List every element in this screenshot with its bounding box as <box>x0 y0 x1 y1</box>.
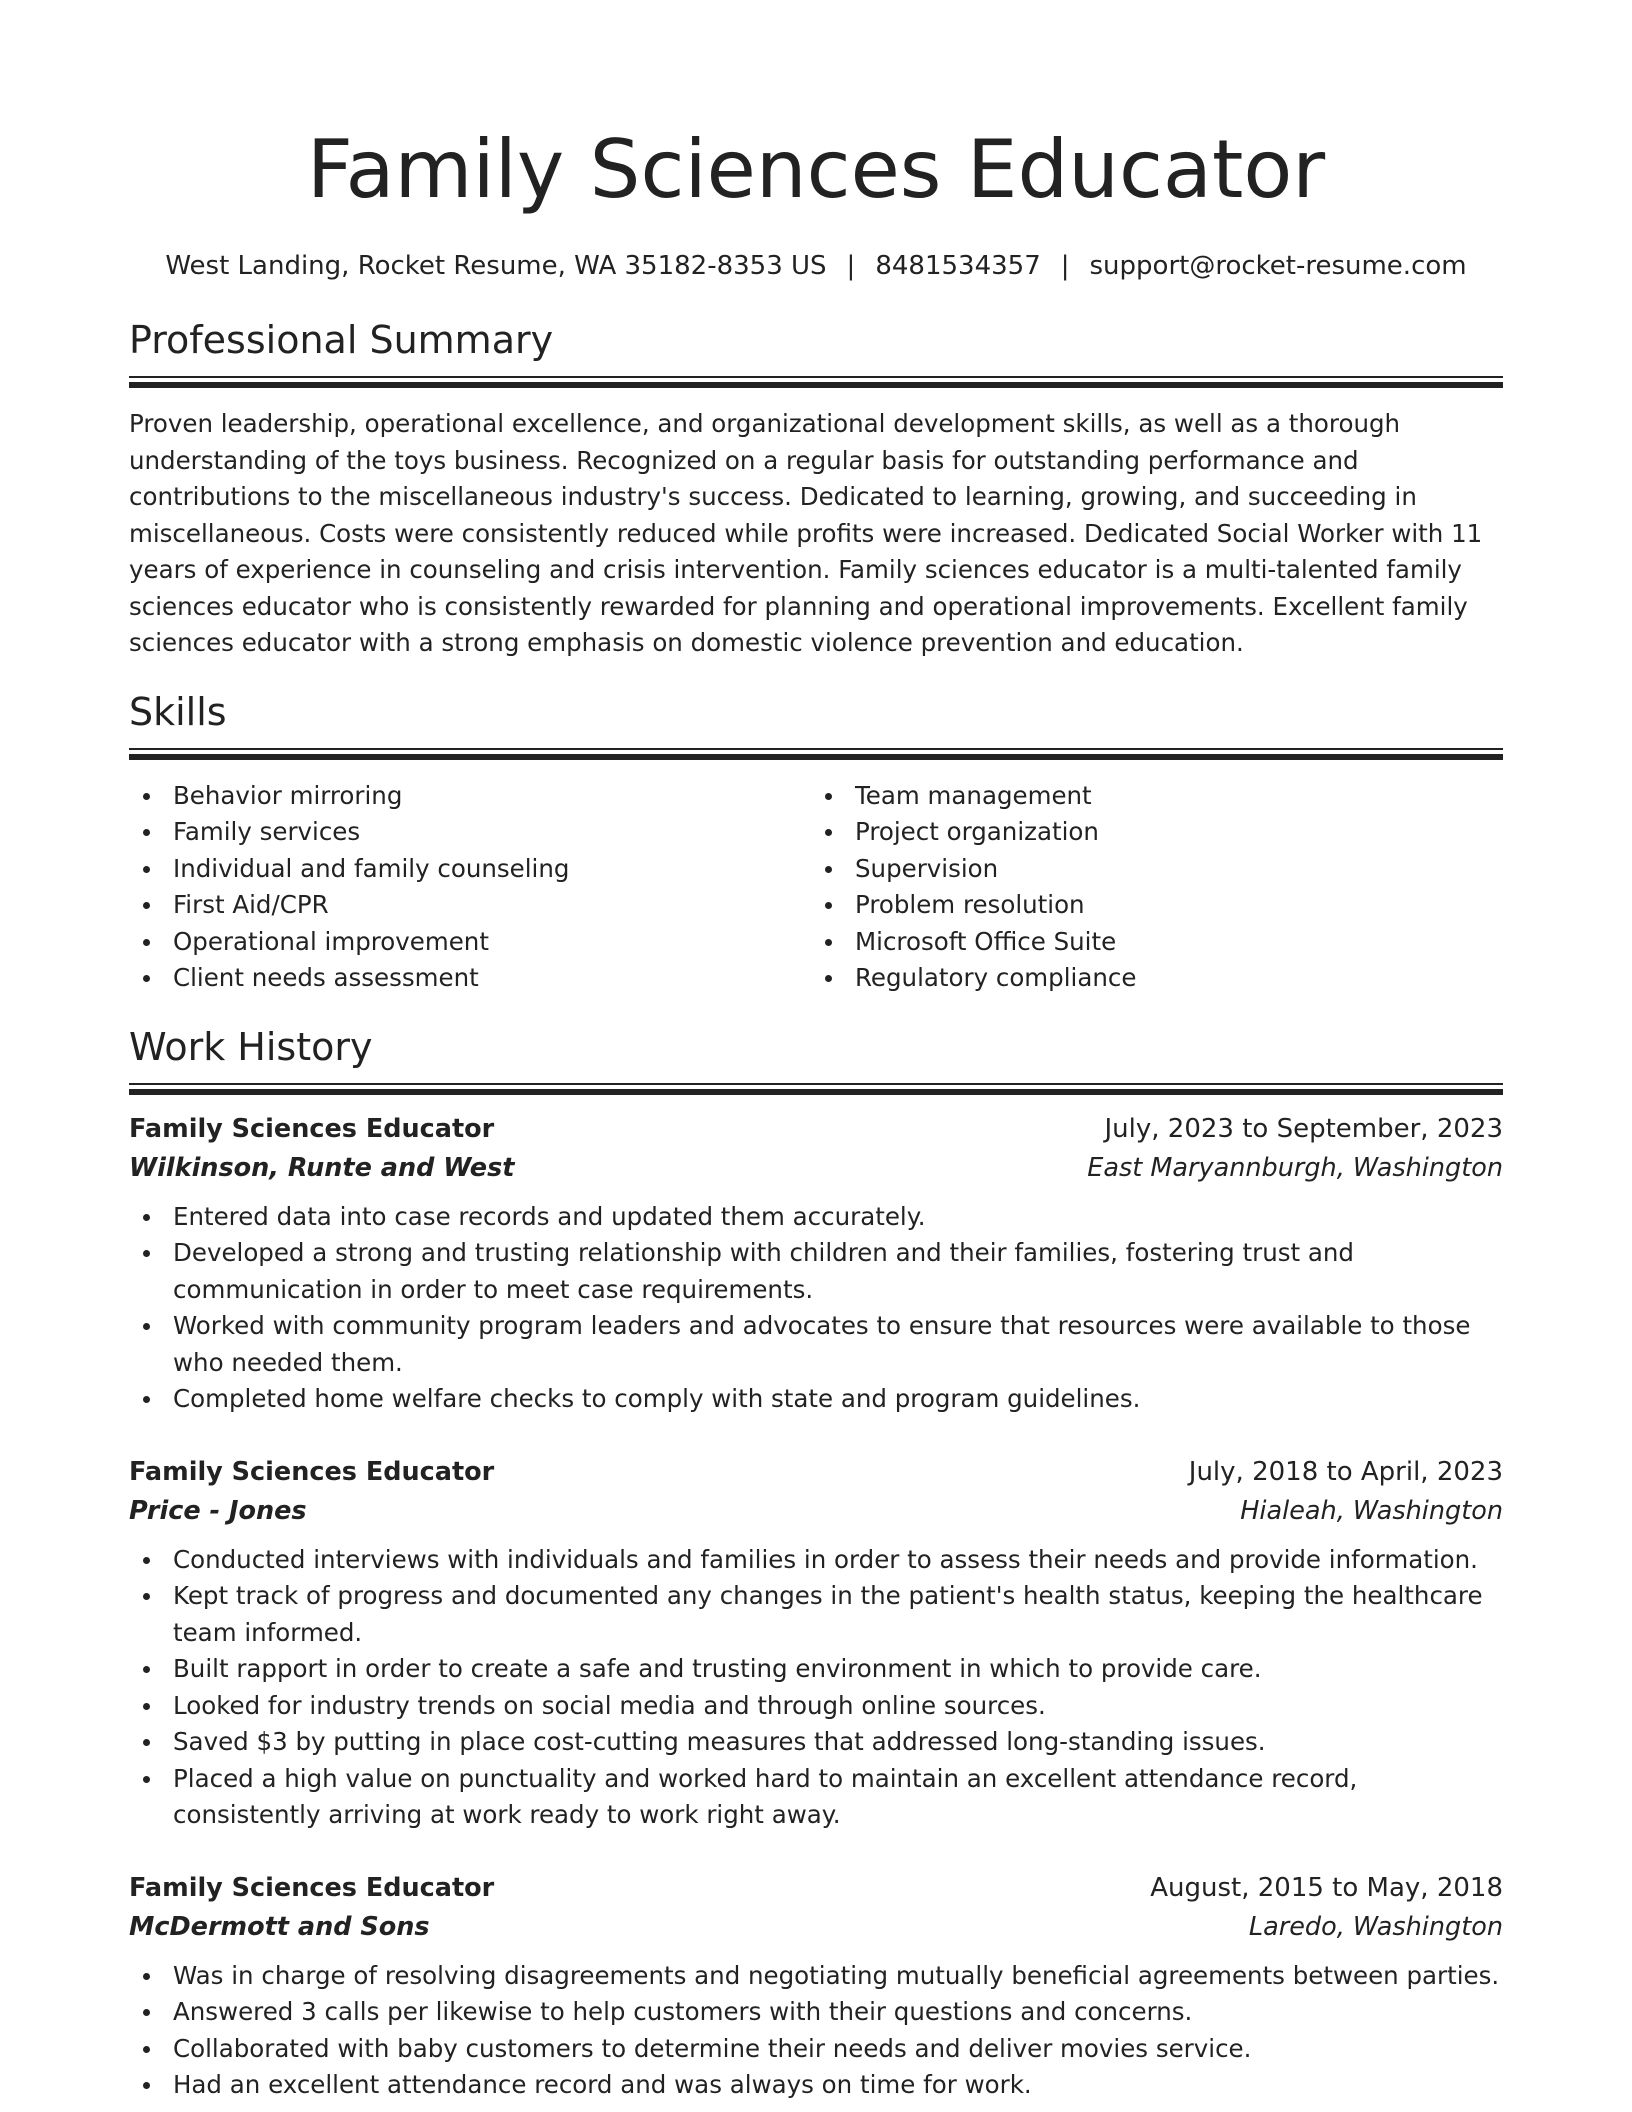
skill-item: Problem resolution <box>811 887 1493 924</box>
section-divider <box>129 748 1503 760</box>
job-header-row <box>129 1868 1503 1908</box>
contact-address: West Landing, Rocket Resume, WA 35182-8353 US <box>165 251 827 281</box>
job-bullet: Worked with community program leaders and advocates to ensure that resources were available to those who needed them. <box>129 1308 1503 1381</box>
contact-email: support@rocket-resume.com <box>1089 251 1467 281</box>
skills-heading: Skills <box>129 689 227 734</box>
skill-item: First Aid/CPR <box>129 887 811 924</box>
job-bullet: Placed a high value on punctuality and worked hard to maintain an excellent attendance record, consistently arriving at work ready to work right away. <box>129 1761 1503 1834</box>
job-location: Hialeah, Washington <box>1240 1495 1503 1526</box>
job-bullet: Conducted interviews with individuals and families in order to assess their needs and provide information. <box>129 1542 1503 1579</box>
job-title: Family Sciences Educator <box>129 1456 495 1487</box>
summary-heading: Professional Summary <box>129 318 554 362</box>
summary-text: Proven leadership, operational excellence, and organizational development skills, as well as a thorough understanding of the toys business. Recognized on a regular basis for outstanding performance and contributions to the miscellaneous industry's success. Dedicated to learning, growing, and succeeding in miscellaneous. Costs were consistently reduced while profits were increased. Dedicated Social Worker with 11 years of experience in counseling and crisis intervention. Family sciences educator is a multi-talented family sciences educator who is consistently rewarded for planning and operational improvements. Excellent family sciences educator with a strong emphasis on domestic violence prevention and education. <box>129 409 1483 657</box>
job-company: Price - Jones <box>129 1495 307 1526</box>
job-bullet: Collaborated with baby customers to determine their needs and deliver movies service. <box>129 2031 1503 2068</box>
skill-item: Client needs assessment <box>129 960 811 997</box>
contact-separator: | <box>1060 251 1070 281</box>
job-bullets <box>129 1542 1503 1834</box>
job-title: Family Sciences Educator <box>129 1113 495 1144</box>
skill-item: Supervision <box>811 851 1493 888</box>
job-company-row <box>129 1492 1503 1530</box>
skill-item: Behavior mirroring <box>129 778 811 815</box>
job-bullet: Kept track of progress and documented any changes in the patient's health status, keeping the healthcare team informed. <box>129 1578 1503 1651</box>
job-bullet: Completed home welfare checks to comply with state and program guidelines. <box>129 1381 1503 1418</box>
job-bullet: Developed a strong and trusting relationship with children and their families, fostering trust and communication in order to meet case requirements. <box>129 1235 1503 1308</box>
job-bullet: Built rapport in order to create a safe and trusting environment in which to provide care. <box>129 1651 1503 1688</box>
skills-section <box>129 688 1503 997</box>
job-dates: August, 2015 to May, 2018 <box>1150 1872 1503 1903</box>
contact-phone: 8481534357 <box>875 251 1041 281</box>
job-bullet: Had an excellent attendance record and was always on time for work. <box>129 2067 1503 2104</box>
work-history-section <box>129 1023 1503 2104</box>
job-title: Family Sciences Educator <box>129 1872 495 1903</box>
summary-section <box>129 316 1503 662</box>
skill-item: Team management <box>811 778 1493 815</box>
job-header-row <box>129 1452 1503 1492</box>
job-dates: July, 2023 to September, 2023 <box>1104 1113 1503 1144</box>
job-entry <box>129 1109 1503 1418</box>
contact-line <box>129 248 1503 284</box>
job-company-row <box>129 1908 1503 1946</box>
resume-name: Family Sciences Educator <box>306 123 1326 216</box>
contact-separator: | <box>846 251 856 281</box>
job-bullet: Was in charge of resolving disagreements and negotiating mutually beneficial agreements between parties. <box>129 1958 1503 1995</box>
job-company-row <box>129 1149 1503 1187</box>
job-bullets <box>129 1199 1503 1418</box>
skill-item: Individual and family counseling <box>129 851 811 888</box>
job-bullet: Entered data into case records and updated them accurately. <box>129 1199 1503 1236</box>
skill-item: Family services <box>129 814 811 851</box>
skill-item: Microsoft Office Suite <box>811 924 1493 961</box>
job-dates: July, 2018 to April, 2023 <box>1188 1456 1503 1487</box>
job-bullet: Looked for industry trends on social media and through online sources. <box>129 1688 1503 1725</box>
skill-item: Regulatory compliance <box>811 960 1493 997</box>
skills-columns <box>129 778 1503 997</box>
job-company: Wilkinson, Runte and West <box>129 1152 515 1183</box>
job-bullet: Saved $3 by putting in place cost-cutting measures that addressed long-standing issues. <box>129 1724 1503 1761</box>
job-company: McDermott and Sons <box>129 1911 430 1942</box>
skills-right-column <box>811 778 1493 997</box>
job-entry <box>129 1452 1503 1834</box>
skills-left-column <box>129 778 811 997</box>
section-divider <box>129 376 1503 388</box>
job-bullets <box>129 1958 1503 2104</box>
job-header-row <box>129 1109 1503 1149</box>
work-history-heading: Work History <box>129 1024 373 1069</box>
skill-item: Project organization <box>811 814 1493 851</box>
job-location: Laredo, Washington <box>1248 1911 1503 1942</box>
job-bullet: Answered 3 calls per likewise to help customers with their questions and concerns. <box>129 1994 1503 2031</box>
section-divider <box>129 1083 1503 1095</box>
job-location: East Maryannburgh, Washington <box>1087 1152 1503 1183</box>
skill-item: Operational improvement <box>129 924 811 961</box>
job-entry <box>129 1868 1503 2104</box>
